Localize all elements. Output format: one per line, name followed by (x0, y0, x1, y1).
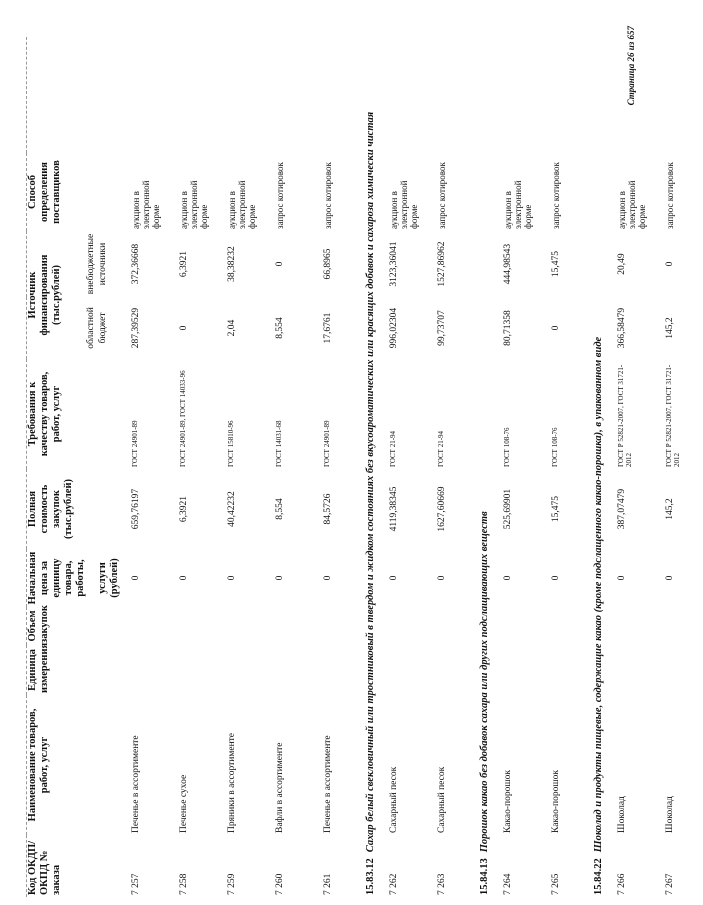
procurement-method: запрос котировок (437, 162, 447, 229)
funding-extra: 0 (275, 261, 285, 267)
unit-cell (427, 645, 475, 695)
order-number: 7 261 (323, 873, 333, 895)
quality-requirements: ГОСТ 24901-89 (131, 420, 139, 467)
group-title: Порошок какао без добавок сахара или других подслащивающих веществ (479, 511, 490, 853)
quality-requirements: ГОСТ 24901-89, ГОСТ 14033-96 (179, 370, 187, 467)
unit-price: 0 (503, 575, 513, 581)
group-header (361, 37, 379, 897)
order-number: 7 264 (503, 873, 513, 895)
order-number: 7 259 (227, 873, 237, 895)
total-cost: 659,76197 (131, 488, 141, 530)
unit-cell (607, 645, 655, 695)
total-cost: 4119,38345 (389, 486, 399, 532)
header-name: Наименование товаров, работ, услуг (27, 695, 122, 835)
total-cost: 8,554 (275, 498, 285, 520)
total-cost: 6,3921 (179, 495, 189, 523)
funding-extra: 3123,36041 (389, 241, 399, 287)
table-row (427, 37, 475, 897)
order-number: 7 267 (665, 873, 675, 895)
item-name: Печенье в ассортименте (323, 735, 333, 833)
table-row (607, 37, 655, 897)
item-name: Печенье сухое (179, 774, 189, 833)
item-name: Шоколад (665, 796, 675, 833)
table-row (265, 37, 313, 897)
funding-regional: 99,73707 (437, 310, 447, 346)
order-number: 7 258 (179, 873, 189, 895)
item-name: Пряники в ассортименте (227, 732, 237, 833)
order-number: 7 262 (389, 873, 399, 895)
funding-extra: 20,49 (617, 253, 627, 275)
funding-extra: 372,36668 (131, 243, 141, 285)
header-funding-regional: областной бюджет (85, 307, 108, 349)
procurement-method: запрос котировок (323, 162, 333, 229)
quality-requirements: ГОСТ 14031-68 (275, 420, 283, 467)
volume-cell (121, 607, 169, 645)
unit-cell (169, 645, 217, 695)
funding-extra: 1527,86962 (437, 241, 447, 287)
quality-requirements: ГОСТ 108-76 (551, 427, 559, 467)
item-name: Шоколад (617, 796, 627, 833)
funding-extra: 6,3921 (179, 250, 189, 278)
volume-cell (607, 607, 655, 645)
header-requirements: Требования к качеству товаров, работ, услуг (27, 359, 122, 469)
funding-regional: 145,2 (665, 317, 675, 339)
total-cost: 525,69901 (503, 488, 513, 530)
volume-cell (493, 607, 541, 645)
unit-price: 0 (323, 575, 333, 581)
group-code: 15.83.12 (365, 858, 376, 895)
funding-extra: 444,98543 (503, 243, 513, 285)
quality-requirements: ГОСТ 21-94 (389, 430, 397, 467)
quality-requirements: ГОСТ 15810-96 (227, 420, 235, 467)
unit-price: 0 (617, 575, 627, 581)
procurement-method: запрос котировок (551, 162, 561, 229)
group-header (589, 37, 607, 897)
volume-cell (265, 607, 313, 645)
total-cost: 387,07479 (617, 488, 627, 530)
table-row (379, 37, 427, 897)
volume-cell (169, 607, 217, 645)
unit-price: 0 (131, 575, 141, 581)
table-row (541, 37, 589, 897)
volume-cell (379, 607, 427, 645)
table-row (493, 37, 541, 897)
unit-price: 0 (437, 575, 447, 581)
funding-extra: 66,8965 (323, 248, 333, 280)
header-price (27, 549, 122, 607)
spacer-cell (493, 37, 541, 153)
order-number: 7 260 (275, 873, 285, 895)
quality-requirements: ГОСТ 21-94 (437, 430, 445, 467)
procurement-method: аукцион в электронной форме (617, 180, 647, 229)
spacer-cell (217, 37, 265, 153)
spacer-cell (541, 37, 589, 153)
quality-requirements: ГОСТ Р 52821-2007, ГОСТ 31721-2012 (617, 364, 633, 467)
page-number: Страница 26 из 657 (626, 26, 636, 106)
header-funding: Источник финансирования (тыс.рублей) (27, 231, 77, 359)
spacer-cell (265, 37, 313, 153)
procurement-method: аукцион в электронной форме (503, 180, 533, 229)
header-method: Способ определения поставщиков (27, 153, 122, 231)
spacer-cell (655, 37, 703, 153)
quality-requirements: ГОСТ Р 52821-2007, ГОСТ 31721-2012 (665, 364, 681, 467)
volume-cell (427, 607, 475, 645)
header-total: Полная стоимость закупок (тыс.рублей) (27, 469, 122, 549)
procurement-table (26, 37, 703, 897)
header-price-sub: услуги (рублей) (97, 558, 120, 598)
spacer-cell (427, 37, 475, 153)
procurement-method: аукцион в электронной форме (227, 180, 257, 229)
group-title: Шоколад и продукты пищевые, содержащие какао (кроме подслащенного какао-порошка), в упакованном виде (593, 336, 604, 853)
order-number: 7 263 (437, 873, 447, 895)
total-cost: 84,5726 (323, 493, 333, 525)
order-number: 7 257 (131, 873, 141, 895)
item-name: Какао-порошок (551, 769, 561, 833)
unit-cell (541, 645, 589, 695)
total-cost: 40,42232 (227, 491, 237, 527)
unit-price: 0 (389, 575, 399, 581)
spacer-cell (121, 37, 169, 153)
group-code: 15.84.22 (593, 858, 604, 895)
procurement-method: аукцион в электронной форме (131, 180, 161, 229)
quality-requirements: ГОСТ 24901-89 (323, 420, 331, 467)
unit-cell (313, 645, 361, 695)
unit-cell (265, 645, 313, 695)
funding-regional: 0 (551, 325, 561, 331)
procurement-method: аукцион в электронной форме (179, 180, 209, 229)
group-code: 15.84.13 (479, 858, 490, 895)
funding-regional: 80,71358 (503, 310, 513, 346)
order-number: 7 266 (617, 873, 627, 895)
table-row (217, 37, 265, 897)
funding-regional: 2,04 (227, 319, 237, 337)
unit-cell (655, 645, 703, 695)
header-code: Код ОКДП/ ОКПД № заказа (27, 835, 122, 897)
unit-cell (217, 645, 265, 695)
item-name: Вафли в ассортименте (275, 742, 285, 833)
funding-regional: 366,58479 (617, 307, 627, 349)
total-cost: 15,475 (551, 495, 561, 523)
procurement-method: аукцион в электронной форме (389, 180, 419, 229)
funding-regional: 287,39529 (131, 307, 141, 349)
item-name: Печенье в ассортименте (131, 735, 141, 833)
unit-price: 0 (179, 575, 189, 581)
group-title: Сахар белый свекловичный или тростниковый в твердом и жидком состояниях без вкусоароматических или красящих добавок и сахароза химически чистая (365, 111, 376, 853)
unit-cell (493, 645, 541, 695)
unit-cell (379, 645, 427, 695)
volume-cell (541, 607, 589, 645)
group-header (475, 37, 493, 897)
table-row (169, 37, 217, 897)
spacer-cell (313, 37, 361, 153)
spacer-cell (169, 37, 217, 153)
procurement-method: запрос котировок (275, 162, 285, 229)
funding-regional: 996,02304 (389, 307, 399, 349)
funding-extra: 15,475 (551, 250, 561, 278)
header-unit: Единица измерения (27, 645, 122, 695)
item-name: Какао-порошок (503, 769, 513, 833)
unit-price: 0 (665, 575, 675, 581)
table-row (313, 37, 361, 897)
unit-price: 0 (227, 575, 237, 581)
unit-cell (121, 645, 169, 695)
table-row (121, 37, 169, 897)
total-cost: 145,2 (665, 498, 675, 520)
funding-regional: 8,554 (275, 317, 285, 339)
volume-cell (313, 607, 361, 645)
order-number: 7 265 (551, 873, 561, 895)
volume-cell (217, 607, 265, 645)
unit-price: 0 (275, 575, 285, 581)
quality-requirements: ГОСТ 108-76 (503, 427, 511, 467)
volume-cell (655, 607, 703, 645)
procurement-method: запрос котировок (665, 162, 675, 229)
total-cost: 1627,60669 (437, 486, 447, 532)
header-price-main: Начальная цена за единицу товара, работы, (27, 551, 86, 605)
funding-extra: 38,38232 (227, 246, 237, 282)
table-row (655, 37, 703, 897)
item-name: Сахарный песок (389, 766, 399, 833)
funding-regional: 17,6761 (323, 312, 333, 344)
item-name: Сахарный песок (437, 766, 447, 833)
header-funding-extra: внебюджетные источники (85, 233, 108, 295)
unit-price: 0 (551, 575, 561, 581)
spacer-cell (379, 37, 427, 153)
funding-regional: 0 (179, 325, 189, 331)
funding-extra: 0 (665, 261, 675, 267)
header-volume: Объем закупок (27, 607, 122, 645)
